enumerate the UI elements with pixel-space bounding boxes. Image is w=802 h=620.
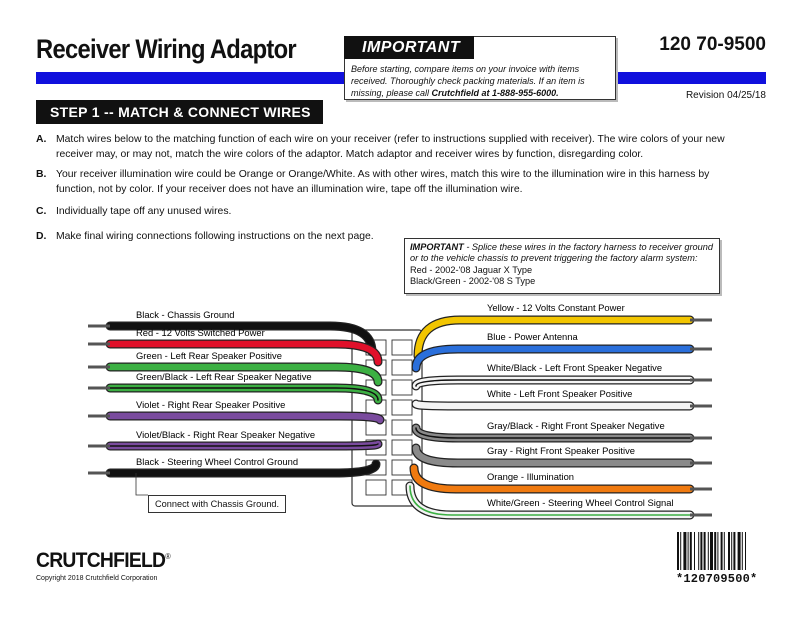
wire-label: Green/Black - Left Rear Speaker Negative: [136, 371, 312, 382]
chassis-ground-note: Connect with Chassis Ground.: [148, 495, 286, 513]
wire-label: Black - Steering Wheel Control Ground: [136, 456, 299, 467]
barcode-bar: [708, 532, 709, 570]
connector-cavity: [392, 380, 412, 395]
barcode-bar: [710, 532, 713, 570]
barcode-bar: [724, 532, 725, 570]
barcode-bar: [688, 532, 689, 570]
barcode-bar: [717, 532, 718, 570]
instruction-text: Make final wiring connections following instructions on the next page.: [56, 231, 374, 242]
connector-cavity: [392, 440, 412, 455]
barcode-bar: [677, 532, 679, 570]
instruction-letter: B.: [36, 169, 47, 180]
header-rule-left: [36, 72, 348, 84]
wire-label: Black - Chassis Ground: [136, 309, 235, 320]
connector-cavity: [392, 460, 412, 475]
barcode-bar: [714, 532, 716, 570]
instruction-letter: D.: [36, 231, 47, 242]
wire-right: [414, 468, 712, 489]
revision-date: Revision 04/25/18: [685, 90, 766, 101]
instruction-text: Match wires below to the matching function of each wire on your receiver (refer to instructions supplied with receiver). The wire colors of your new receiver may, or may not, match the wire colors of the adaptor. Match adaptor and receiver wires by function, disregarding color.: [56, 134, 725, 160]
barcode-bar: [698, 532, 699, 570]
barcode-bar: [700, 532, 702, 570]
wiring-diagram: [0, 296, 802, 536]
connector-cavity: [392, 420, 412, 435]
connector-cavity: [366, 480, 386, 495]
barcode-bar: [738, 532, 741, 570]
barcode-bar: [680, 532, 681, 570]
connector-cavity: [392, 360, 412, 375]
wire-right: [416, 388, 712, 406]
wire-label: Gray/Black - Right Front Speaker Negative: [487, 420, 665, 431]
note-text: - Splice these wires in the factory harness to receiver ground or to the vehicle chassis to prevent triggering the factory alarm system:: [410, 242, 713, 264]
barcode-bar: [694, 532, 695, 570]
wire-label: Violet/Black - Right Rear Speaker Negative: [136, 429, 316, 440]
crutchfield-logo: CRUTCHFIELD®: [36, 549, 170, 572]
important-heading: IMPORTANT: [344, 36, 474, 59]
wire-right: [416, 420, 712, 438]
instruction-text: Individually tape off any unused wires.: [56, 206, 232, 217]
right-wire-group: [410, 302, 712, 515]
barcode-number: *120709500*: [676, 572, 758, 586]
barcode-bar: [683, 532, 686, 570]
copyright: Copyright 2018 Crutchfield Corporation: [36, 575, 158, 582]
instruction-a: [36, 132, 736, 162]
note-line-jaguar-x: Red - 2002-'08 Jaguar X Type: [410, 264, 533, 275]
header-rule-right: [614, 72, 766, 84]
barcode-bar: [731, 532, 732, 570]
instruction-text: Your receiver illumination wire could be Orange or Orange/White. As with other wires, match this wire to the illumination wire in this harness by function, not by color. If your receiver does not have an illumination wire, tape off the illumination wire.: [56, 169, 710, 195]
barcode-bar: [728, 532, 730, 570]
wire-label: Blue - Power Antenna: [487, 331, 578, 342]
wire-label: White - Left Front Speaker Positive: [487, 388, 633, 399]
instruction-letter: C.: [36, 206, 47, 217]
part-number: 120 70-9500: [659, 34, 766, 55]
wire-right: [416, 362, 712, 386]
page-title: Receiver Wiring Adaptor: [36, 34, 296, 64]
barcode-bar: [745, 532, 746, 570]
wire-left: [88, 456, 376, 473]
wire-label: White/Black - Left Front Speaker Negative: [487, 362, 663, 373]
instruction-b: [36, 167, 736, 197]
barcode-bar: [690, 532, 692, 570]
note-line-s-type: Black/Green - 2002-'08 S Type: [410, 276, 536, 287]
wire-label: Violet - Right Rear Speaker Positive: [136, 399, 286, 410]
important-notice: [344, 36, 616, 100]
note-lead: IMPORTANT: [410, 242, 464, 252]
barcode-bar: [704, 532, 706, 570]
barcode-bar: [721, 532, 723, 570]
wire-right: [416, 445, 712, 463]
connector-cavity: [392, 400, 412, 415]
wire-label: White/Green - Steering Wheel Control Signal: [487, 497, 674, 508]
step-heading: STEP 1 -- MATCH & CONNECT WIRES: [36, 100, 323, 124]
wire-label: Yellow - 12 Volts Constant Power: [487, 302, 625, 313]
wire-label: Green - Left Rear Speaker Positive: [136, 350, 282, 361]
important-text: Before starting, compare items on your invoice with items received. Thoroughly check packing materials. If an item is missing, please call Crutchfield at 1-888-955-6000.: [351, 64, 585, 98]
left-wire-group: [88, 309, 380, 495]
wire-left: [88, 399, 380, 420]
wire-label: Gray - Right Front Speaker Positive: [487, 445, 635, 456]
phone-number: Crutchfield at 1-888-955-6000.: [431, 88, 559, 98]
wire-label: Red - 12 Volts Switched Power: [136, 327, 265, 338]
connector-cavity: [392, 340, 412, 355]
barcode-bar: [733, 532, 735, 570]
instruction-c: [36, 204, 736, 219]
barcode-bar: [742, 532, 743, 570]
registered-mark: ®: [165, 552, 170, 561]
wire-left: [88, 371, 378, 400]
alarm-note: [404, 238, 720, 294]
wire-label: Orange - Illumination: [487, 471, 575, 482]
barcode: [677, 532, 767, 570]
instruction-letter: A.: [36, 134, 47, 145]
wire-left: [88, 429, 378, 446]
